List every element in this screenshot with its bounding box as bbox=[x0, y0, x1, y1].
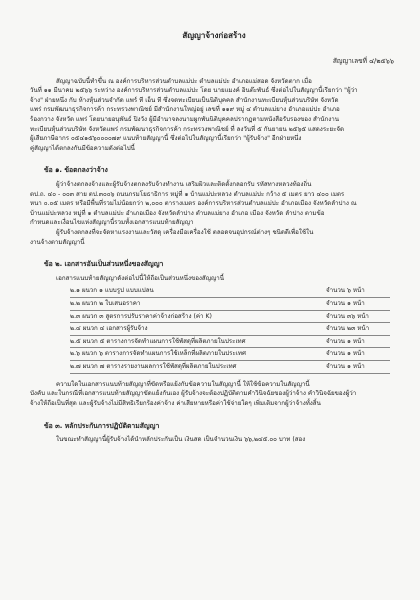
clause-line: ความใดในเอกสารแนบท้ายสัญญาที่ขัดหรือแย้งกับข้อความในสัญญานี้ ให้ใช้ข้อความในสัญญานี้ bbox=[56, 380, 310, 388]
attachment-row bbox=[70, 298, 390, 311]
attachment-name: ๒.๒ ผนวก ๒ ใบเสนอราคา bbox=[70, 300, 141, 308]
section-2-body bbox=[30, 380, 398, 409]
intro-line: แพร่ กรมพัฒนาธุรกิจการค้า กระทรวงพาณิชย์ มีสำนักงานใหญ่อยู่ เลขที่ ๑๑๙ หมู่ ๔ ตำบลแม่ยาง อำเภอแม่ปะ อำเภอ bbox=[30, 106, 340, 114]
intro-line: จ้าง" ฝ่ายหนึ่ง กับ ห้างหุ้นส่วนจำกัด แพร์ ที เอ็น ที ซึ่งจดทะเบียนเป็นนิติบุคคล สำนักงานทะเบียนหุ้นส่วนบริษัท จังหวัด bbox=[30, 96, 339, 104]
section-2-heading: ข้อ ๒. เอกสารอันเป็นส่วนหนึ่งของสัญญา bbox=[44, 260, 164, 269]
intro-line: สัญญาฉบับนี้ทำขึ้น ณ องค์การบริหารส่วนตำบลแม่ปะ ตำบลแม่ปะ อำเภอแม่สอด จังหวัดตาก เมื่อ bbox=[56, 77, 312, 85]
attachment-name: ๒.๕ ผนวก ๕ ตารางการจัดทำแผนการใช้พัสดุที่ผลิตภายในประเทศ bbox=[70, 337, 246, 345]
intro-line: ผู้เสียภาษีอากร ๐๕๔๑๕๖๐๐๐๐๗๙ แนบท้ายสัญญานี้ ซึ่งต่อไปในสัญญานี้เรียกว่า "ผู้รับจ้าง" อีกฝ่ายหนึ่ง bbox=[30, 135, 302, 143]
attachment-pages: จำนวน ๖ หน้า bbox=[326, 287, 365, 295]
attachment-pages: จำนวน ๑ หน้า bbox=[326, 337, 365, 345]
attachment-row bbox=[70, 323, 390, 336]
attachment-pages: จำนวน ๑ หน้า bbox=[326, 300, 365, 308]
attachment-pages: จำนวน ๑ หน้า bbox=[326, 350, 365, 358]
clause-line: บังคับ และในกรณีที่เอกสารแนบท้ายสัญญาขัดแย้งกันเอง ผู้รับจ้างจะต้องปฏิบัติตามคำวินิจฉัยของผู้ว่าจ้าง คำวินิจฉัยของผู้ว่า bbox=[30, 390, 357, 398]
attachment-row bbox=[70, 361, 390, 374]
attachment-pages: จำนวน ๑ หน้า bbox=[326, 363, 365, 371]
clause-line: ตป.ถ. ๔๐ - ๐๐๓ สาย ตป.๓๐๐๖ ถนนกรมโยธาธิการ หมู่ที่ ๑ บ้านแม่ปะหลวง ตำบลแม่ปะ กว้าง ๕ เมตร ยาว ๔๐๐ เมตร bbox=[30, 190, 345, 198]
attachment-row bbox=[70, 348, 390, 361]
attachment-row bbox=[70, 285, 390, 298]
attachment-row bbox=[70, 336, 390, 349]
attachment-row bbox=[70, 311, 390, 324]
clause-line: ผู้รับจ้างตกลงที่จะจัดหาแรงงานและวัสดุ เครื่องมือเครื่องใช้ ตลอดจนอุปกรณ์ต่างๆ ชนิดดีเพื่อใช้ใน bbox=[56, 229, 314, 237]
intro-paragraph bbox=[30, 77, 398, 154]
attachment-pages: จำนวน ๒๓ หน้า bbox=[326, 325, 370, 333]
section-1-body bbox=[30, 180, 398, 247]
attachment-name: ๒.๗ ผนวก ๗ ตารางรายงานผลการใช้พัสดุที่ผลิตภายในประเทศ bbox=[70, 363, 237, 371]
document-title: สัญญาจ้างก่อสร้าง bbox=[182, 31, 246, 40]
intro-line: คู่สัญญาได้ตกลงกันมีข้อความดังต่อไปนี้ bbox=[30, 144, 135, 152]
clause-line: ผู้ว่าจ้างตกลงจ้างและผู้รับจ้างตกลงรับจ้างทำงาน เสริมผิวและติดตั้งกลอกรับ รหัสทางหลวงท้องถิ่น bbox=[56, 181, 312, 189]
section-3-body: ในขณะทำสัญญานี้ผู้รับจ้างได้นำหลักประกันเป็น เงินสด เป็นจำนวนเงิน ๖๖,๒๔๕.๐๐ บาท (สอง bbox=[56, 436, 306, 444]
clause-line: หนา ๐.๐๕ เมตร หรือมีพื้นที่รวมไม่น้อยกว่า ๒,๐๐๐ ตารางเมตร องค์การบริหารส่วนตำบลแม่ปะ อำเภอเมือง จังหวัดลำปาง ณ bbox=[30, 200, 357, 208]
section-2-intro: เอกสารแนบท้ายสัญญาดังต่อไปนี้ให้ถือเป็นส่วนหนึ่งของสัญญานี้ bbox=[56, 274, 224, 282]
intro-line: ร้องกวาง จังหวัด แพร่ โดยนายอนุพันธ์ ปิงวัง ผู้มีอำนาจลงนามผูกพันนิติบุคคลปรากฏตามหนังสือรับรองของ สำนักงาน bbox=[30, 116, 339, 124]
attachment-name: ๒.๑ ผนวก ๑ แบบรูป แบบแปลน bbox=[70, 287, 154, 295]
clause-line: งานจ้างตามสัญญานี้ bbox=[30, 238, 85, 246]
attachment-name: ๒.๔ ผนวก ๔ เอกสารผู้รับจ้าง bbox=[70, 325, 148, 333]
attachment-name: ๒.๖ ผนวก ๖ ตารางการจัดทำแผนการใช้เหล็กที่ผลิตภายในประเทศ bbox=[70, 350, 246, 358]
attachment-pages: จำนวน ๓๖ หน้า bbox=[326, 312, 369, 320]
clause-line: บ้านแม่ปะหลวง หมู่ที่ ๑ ตำบลแม่ปะ อำเภอเมือง จังหวัดลำปาง ตำบลแม่ยาง อำเภอ เมือง จังหวัด ลำปาง ตามข้อ bbox=[30, 209, 325, 217]
intro-line: ทะเบียนหุ้นส่วนบริษัท จังหวัดแพร่ กรมพัฒนาธุรกิจการค้า กระทรวงพาณิชย์ ที่ ลงวันที่ ๕ กันยายน ๒๕๖๕ แสดงระยะจัด bbox=[30, 125, 345, 133]
intro-line: วันที่ ๑๑ มีนาคม ๒๕๖๖ ระหว่าง องค์การบริหารส่วนตำบลแม่ปะ โดย นายแมงค์ อินต๊ะพันธ์ ซึ่งต่อไปในสัญญานี้เรียกว่า "ผู้ว่า bbox=[30, 87, 358, 95]
section-3-heading: ข้อ ๓. หลักประกันการปฏิบัติตามสัญญา bbox=[44, 421, 160, 430]
clause-line: จ้างให้ถือเป็นที่สุด และผู้รับจ้างไม่มีสิทธิเรียกร้องค่าจ้าง ค่าเสียหายหรือค่าใช้จ่ายใดๆ เพิ่มเติมจากผู้ว่าจ้างทั้งสิ้น bbox=[30, 399, 321, 407]
attachment-name: ๒.๓ ผนวก ๓ สูตรการปรับราคาค่าจ้างก่อสร้าง (ค่า K) bbox=[70, 312, 212, 320]
contract-number: สัญญาเลขที่ ๔/๒๕๖๖ bbox=[332, 57, 394, 66]
section-1-heading: ข้อ ๑. ข้อตกลงว่าจ้าง bbox=[44, 166, 108, 175]
clause-line: กำหนดและเงื่อนไขแห่งสัญญานี้รวมทั้งเอกสารแนบท้ายสัญญา bbox=[30, 219, 194, 227]
attachment-list bbox=[70, 285, 398, 373]
